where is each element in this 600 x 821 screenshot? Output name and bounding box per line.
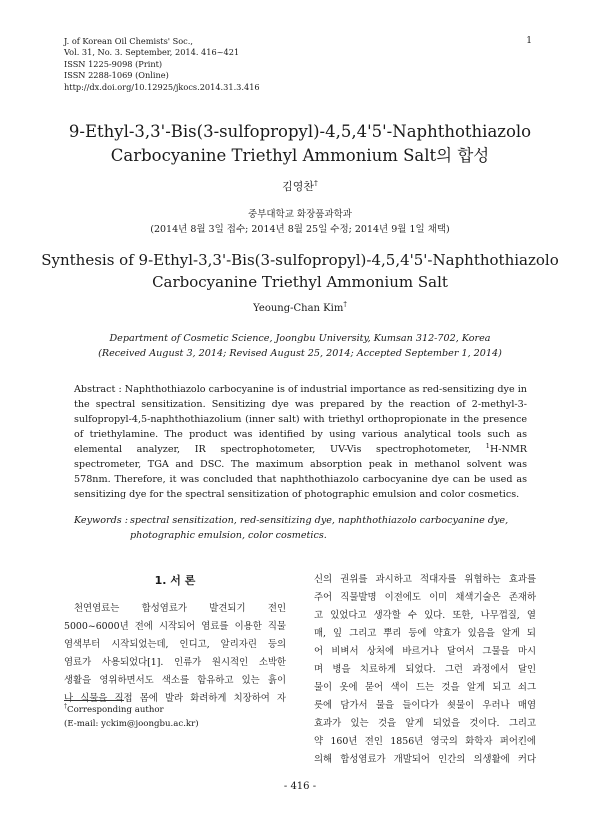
body-line: 나 식물을 직접 몸에 발라 화려하게 치장하여 자 xyxy=(64,693,286,704)
section-heading-introduction: 1. 서 론 xyxy=(154,574,196,587)
english-title xyxy=(40,249,560,293)
keywords-label: Keywords : xyxy=(74,515,128,526)
journal-volume: Vol. 31, No. 3. September, 2014. 416~421 xyxy=(64,47,240,58)
journal-name: J. of Korean Oil Chemists' Soc., xyxy=(64,36,193,46)
korean-author xyxy=(0,178,600,194)
korean-title xyxy=(40,120,560,168)
body-line: 생활을 영위하면서도 색소를 함유하고 있는 흙이 xyxy=(64,675,286,686)
footnote-mark: † xyxy=(64,703,68,711)
abstract-text-part2: H-NMR spectrometer, TGA and DSC. The maximum absorption peak in methanol solvent was 578nm. Therefore, it was concluded that naphthothiazolo carbocyanine dye can be used as sensitizing dye for the spectral sensitization of photographic emulsion and color cosmetics. xyxy=(74,444,527,500)
journal-info xyxy=(64,36,260,93)
english-affiliation-dept: Department of Cosmetic Science, Joongbu University, Kumsan 312-702, Korea xyxy=(109,333,491,344)
body-line: 고 있었다고 생각할 수 있다. 또한, 나무껍질, 열 xyxy=(314,610,536,621)
keywords xyxy=(74,513,527,543)
body-line: 어 비벼서 상처에 바르거나 달여서 그물을 마시 xyxy=(314,646,536,657)
body-line: 매, 잎 그리고 뿌리 등에 약효가 있음을 알게 되 xyxy=(314,628,536,639)
keywords-line1: spectral sensitization, red-sensitizing dye, naphthothiazolo carbocyanine dye, xyxy=(130,515,509,526)
body-line: 의해 합성염료가 개발되어 인간의 의생활에 커다 xyxy=(314,754,536,765)
body-line: 주어 직물발명 이전에도 이미 채색기술은 존재하 xyxy=(314,592,536,603)
issn-print: ISSN 1225-9098 (Print) xyxy=(64,58,163,69)
issn-online: ISSN 2288-1069 (Online) xyxy=(64,70,169,81)
abstract: Abstract : Naphthothiazolo carbocyanine is of industrial importance as red-sensitizing dye in the spectral sensitization. Sensitizing dye was prepared by the reaction of 2-methyl-3-sulfopropyl-4,5-naphthothiazolium (inner salt) with triethyl orthopropionate in the presence of triethylamine. The product was identified by using various analytical tools such as elemental analyzer, IR spectrophotometer, UV-Vis spectrophotometer, $^1$H-NMR spectrometer, TGA and DSC. The maximum absorption peak in methanol solvent was 578nm. Therefore, it was concluded that naphthothiazolo carbocyanine dye can be used as sensitizing dye for the spectral sensitization of photographic emulsion and color cosmetics. xyxy=(74,384,527,500)
body-line: 신의 권위를 과시하고 적대자를 위협하는 효과를 xyxy=(314,574,536,585)
korean-affiliation-dept: 중부대학교 화장품과학과 xyxy=(248,209,352,220)
doi-link[interactable]: http://dx.doi.org/10.12925/jkocs.2014.31.3.416 xyxy=(64,81,260,92)
english-author-name: Yeoung-Chan Kim xyxy=(253,303,344,314)
korean-author-name: 김영찬 xyxy=(282,180,315,193)
abstract-text-part1: Naphthothiazolo carbocyanine is of industrial importance as red-sensitizing dye in the spectral sensitization. Sensitizing dye was prepared by the reaction of 2-methyl-3-sulfopropyl-4,5-naphthothiazolium (inner salt) with triethyl orthopropionate in the presence of triethylamine. The product was identified by using various analytical tools such as elemental analyzer, IR spectrophotometer, UV-Vis spectrophotometer, xyxy=(74,384,527,455)
english-title-line1: Synthesis of 9-Ethyl-3,3'-Bis(3-sulfopropyl)-4,5,4'5'-Naphthothiazolo xyxy=(41,251,559,269)
body-line: 5000~6000년 전에 시작되어 염료를 이용한 직물 xyxy=(64,621,286,632)
abstract-label: Abstract xyxy=(74,384,116,395)
keywords-line2: photographic emulsion, color cosmetics. xyxy=(130,530,327,541)
corresponding-mark: † xyxy=(314,178,318,188)
footnote xyxy=(64,704,199,731)
top-page-number: 1 xyxy=(526,36,532,46)
body-line: 효과가 있는 것을 알게 되었을 것이다. 그리고 xyxy=(314,718,536,729)
english-affiliation-dates: (Received August 3, 2014; Revised August 25, 2014; Accepted September 1, 2014) xyxy=(98,348,502,359)
abstract-superscript: 1 xyxy=(485,441,490,450)
body-line: 염색부터 시작되었는데, 인디고, 알리자린 등의 xyxy=(64,639,286,650)
english-affiliation xyxy=(0,331,600,361)
korean-title-line2: Carbocyanine Triethyl Ammonium Salt의 합성 xyxy=(110,146,490,165)
body-line: 약 160년 전인 1856년 영국의 화학자 퍼어킨에 xyxy=(314,736,536,747)
right-column-body xyxy=(314,571,536,769)
body-line: 물이 옷에 묻어 색이 드는 것을 알게 되고 쇠그 xyxy=(314,682,536,693)
right-column xyxy=(314,571,536,769)
korean-affiliation xyxy=(0,208,600,237)
footnote-corresponding: Corresponding author xyxy=(67,705,164,715)
body-line: 며 병을 치료하게 되었다. 그런 과정에서 달인 xyxy=(314,664,536,675)
body-line: 릇에 담가서 물을 들이다가 쇳물이 우러나 매염 xyxy=(314,700,536,711)
korean-title-line1: 9-Ethyl-3,3'-Bis(3-sulfopropyl)-4,5,4'5'-Naphthothiazolo xyxy=(68,122,532,141)
footnote-divider xyxy=(64,700,124,701)
page-number: - 416 - xyxy=(283,781,317,792)
body-line: 천연염료는 합성염료가 발견되기 전인 xyxy=(74,603,286,614)
korean-affiliation-dates: (2014년 8월 3일 접수; 2014년 8월 25일 수정; 2014년 9월 1일 채택) xyxy=(150,223,450,235)
english-title-line2: Carbocyanine Triethyl Ammonium Salt xyxy=(152,273,448,291)
english-corresponding-mark: † xyxy=(343,300,347,309)
footnote-email: (E-mail: yckim@joongbu.ac.kr) xyxy=(64,718,199,729)
body-line: 염료가 사용되었다[1]. 인류가 원시적인 소박한 xyxy=(64,657,286,668)
english-author xyxy=(0,300,600,314)
